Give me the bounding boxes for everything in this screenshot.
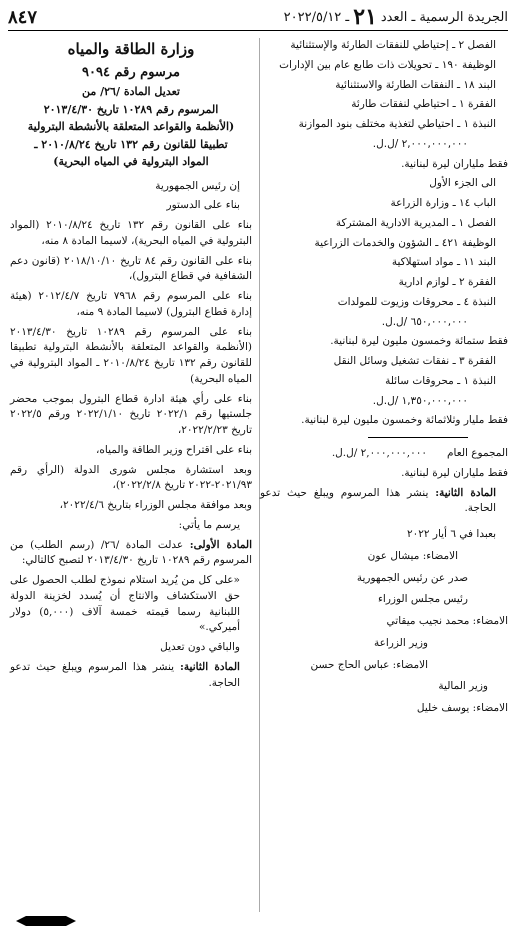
decree-number: مرسوم رقم ٩٠٩٤ (82, 64, 180, 80)
signature-block (260, 527, 508, 717)
article1-text: عدلت المادة /٢٦/ (رسم الطلب) من المرسوم رقم ١٠٢٨٩ تاريخ ٢٠١٣/٤/٣٠ لتصبح كالتالي: (10, 538, 252, 567)
preamble-paragraph: وبعد موافقة مجلس الوزراء بتاريخ ٢٠٢٢/٤/٦، (59, 499, 252, 511)
article2-left-label: المادة الثانية: (180, 660, 240, 673)
page-header (8, 4, 508, 31)
budget-line: فقط مليار وثلاثمائة وخمسون مليون ليرة لبنانية. (301, 414, 508, 427)
amended-text-quote: «على كل من يُريد استلام نموذج لطلب الحصول على حق الاستكشاف والانتاج أن يُسدد لخزينة الدولة اللبنانية رسما قيمته خمسة آلاف (٥,٠٠٠) دولار أميركي.» (10, 574, 240, 634)
signature-line: الامضاء: يوسف خليل (416, 702, 508, 714)
budget-line: الفقرة ٢ ـ لوازم ادارية (398, 276, 496, 288)
article2-left (10, 660, 252, 692)
signature-line: صدر عن رئيس الجمهورية (356, 571, 468, 584)
amend-line-2: المرسوم رقم ١٠٢٨٩ تاريخ ٢٠١٣/٤/٣٠ (43, 102, 219, 116)
issue-date: ـ ٢٠٢٢/٥/١٢ (283, 9, 350, 25)
budget-line: البند ١٨ ـ النفقات الطارئة والاستثنائية (335, 78, 496, 91)
signature-line: بعبدا في ٦ أيار ٢٠٢٢ (406, 528, 496, 540)
budget-line: النبذة ٤ ـ محروقات وزيوت للمولدات (337, 295, 496, 308)
ministry-title: وزارة الطاقة والمياه (67, 40, 195, 58)
budget-amount: ٢,٠٠٠,٠٠٠,٠٠٠ /ل.ل. (372, 137, 468, 150)
preamble-paragraph: بناء على رأي هيئة ادارة قطاع البترول بموجب محضر جلستيها رقم ٢٠٢٢/١ تاريخ ٢٠٢٢/١/١٠ ورقم ٢٠٢٢/٥ تاريخ ٢٠٢٢/٢/٢٣، (10, 392, 252, 436)
end-arrow-icon (16, 916, 76, 926)
budget-line: الفصل ٢ ـ إحتياطي للنفقات الطارئة والإستثنائية (290, 39, 496, 51)
issue-number: ٢١ (353, 4, 377, 30)
signature-line: الامضاء: ميشال عون (367, 549, 458, 562)
signature-line: وزير الزراعة (374, 636, 428, 649)
budget-line: الى الجزء الأول (429, 177, 496, 190)
header-title (284, 6, 508, 28)
preamble-paragraph: بناء على الدستور (166, 199, 240, 212)
right-column (260, 38, 508, 723)
budget-line: النبذة ١ ـ احتياطي لتغذية مختلف بنود الموازنة (298, 118, 496, 130)
total-rule (368, 437, 468, 438)
total-amount: ٢,٠٠٠,٠٠٠,٠٠٠ /ل.ل. (331, 447, 428, 459)
amend-line-4: تطبيقا للقانون رقم ١٣٢ تاريخ ٢٠١٠/٨/٢٤ ـ (34, 137, 228, 151)
budget-line: الوظيفة ٤٢١ ـ الشؤون والخدمات الزراعية (314, 236, 496, 249)
preamble-paragraph: بناء على المرسوم رقم ١٠٢٨٩ تاريخ ٢٠١٣/٤/٣٠ (الأنظمة والقواعد المتعلقة بالأنشطة البترولية تطبيقا للقانون رقم ١٣٢ تاريخ ٢٠١٠/٨/٢٤ ـ المواد البترولية في المياه البحرية) (10, 325, 252, 385)
total-row (260, 446, 508, 462)
signature-line: وزير المالية (438, 680, 488, 693)
budget-line: البند ١١ ـ مواد استهلاكية (391, 256, 496, 269)
budget-line: فقط ملياران ليرة لبنانية. (401, 157, 508, 170)
preamble-paragraph: يرسم ما يأتي: (178, 518, 240, 531)
left-column (10, 38, 252, 695)
article2-right (260, 486, 508, 518)
signature-line: الامضاء: عباس الحاج حسن (310, 658, 428, 671)
budget-amount: ٦٥٠,٠٠٠,٠٠٠ /ل.ل. (381, 315, 468, 328)
preamble-paragraph: وبعد استشارة مجلس شورى الدولة (الرأي رقم ٢٠٢١/٩٣-٢٠٢٢ تاريخ ٢٠٢٢/٢/٨)، (10, 463, 252, 492)
budget-line: النبذة ١ ـ محروقات سائلة (385, 374, 496, 387)
article1 (10, 538, 252, 570)
budget-line: الفقرة ١ ـ احتياطي لنفقات طارئة (351, 98, 496, 111)
preamble (10, 179, 252, 534)
total-label: المجموع العام (447, 447, 508, 459)
rest-unchanged: والباقي دون تعديل (160, 641, 240, 653)
budget-line: الفصل ١ ـ المديرية الادارية المشتركة (335, 216, 496, 229)
budget-lines (260, 38, 508, 429)
budget-line: الباب ١٤ ـ وزارة الزراعة (390, 197, 496, 209)
preamble-paragraph: بناء على المرسوم رقم ٧٩٦٨ تاريخ ٢٠١٢/٤/٧ (هيئة إدارة قطاع البترول) لاسيما المادة ٩ منه، (10, 290, 252, 318)
preamble-paragraph: بناء على القانون رقم ٨٤ تاريخ ٢٠١٨/١٠/١٠ (قانون دعم الشفافية في قطاع البترول)، (10, 254, 252, 283)
amend-line-5: المواد البترولية في المياه البحرية) (53, 155, 209, 168)
preamble-paragraph: بناء على اقتراح وزير الطاقة والمياه، (96, 443, 252, 456)
article2-text: ينشر هذا المرسوم ويبلغ حيث تدعو الحاجة. (260, 486, 496, 515)
article2-label: المادة الثانية: (435, 486, 496, 499)
budget-line: فقط ستمائة وخمسون مليون ليرة لبنانية. (330, 335, 508, 348)
signature-line: الامضاء: محمد نجيب ميقاتي (386, 615, 508, 627)
amend-line-1: تعديل المادة /٢٦/ من (82, 85, 180, 98)
publication-name: الجريدة الرسمية ـ العدد (380, 9, 508, 25)
preamble-paragraph: إن رئيس الجمهورية (155, 179, 240, 192)
article2-left-text: ينشر هذا المرسوم ويبلغ حيث تدعو الحاجة. (10, 660, 240, 689)
budget-line: الوظيفة ١٩٠ ـ تحويلات ذات طابع عام بين الإدارات (279, 58, 496, 71)
budget-line: الفقرة ٣ ـ نفقات تشغيل وسائل النقل (333, 355, 496, 367)
amend-line-3: (الأنظمة والقواعد المتعلقة بالأنشطة البترولية (27, 120, 235, 133)
budget-amount: ١,٣٥٠,٠٠٠,٠٠٠ /ل.ل. (372, 394, 468, 407)
article1-label: المادة الأولى: (189, 538, 253, 551)
preamble-paragraph: بناء على القانون رقم ١٣٢ تاريخ ٢٠١٠/٨/٢٤ (المواد البترولية في المياه البحرية)، لاسيما المادة ٨ منه، (10, 219, 252, 247)
total-words: فقط ملياران ليرة لبنانية. (401, 466, 508, 479)
page-number: ٨٤٧ (8, 6, 38, 28)
signature-line: رئيس مجلس الوزراء (377, 593, 468, 606)
